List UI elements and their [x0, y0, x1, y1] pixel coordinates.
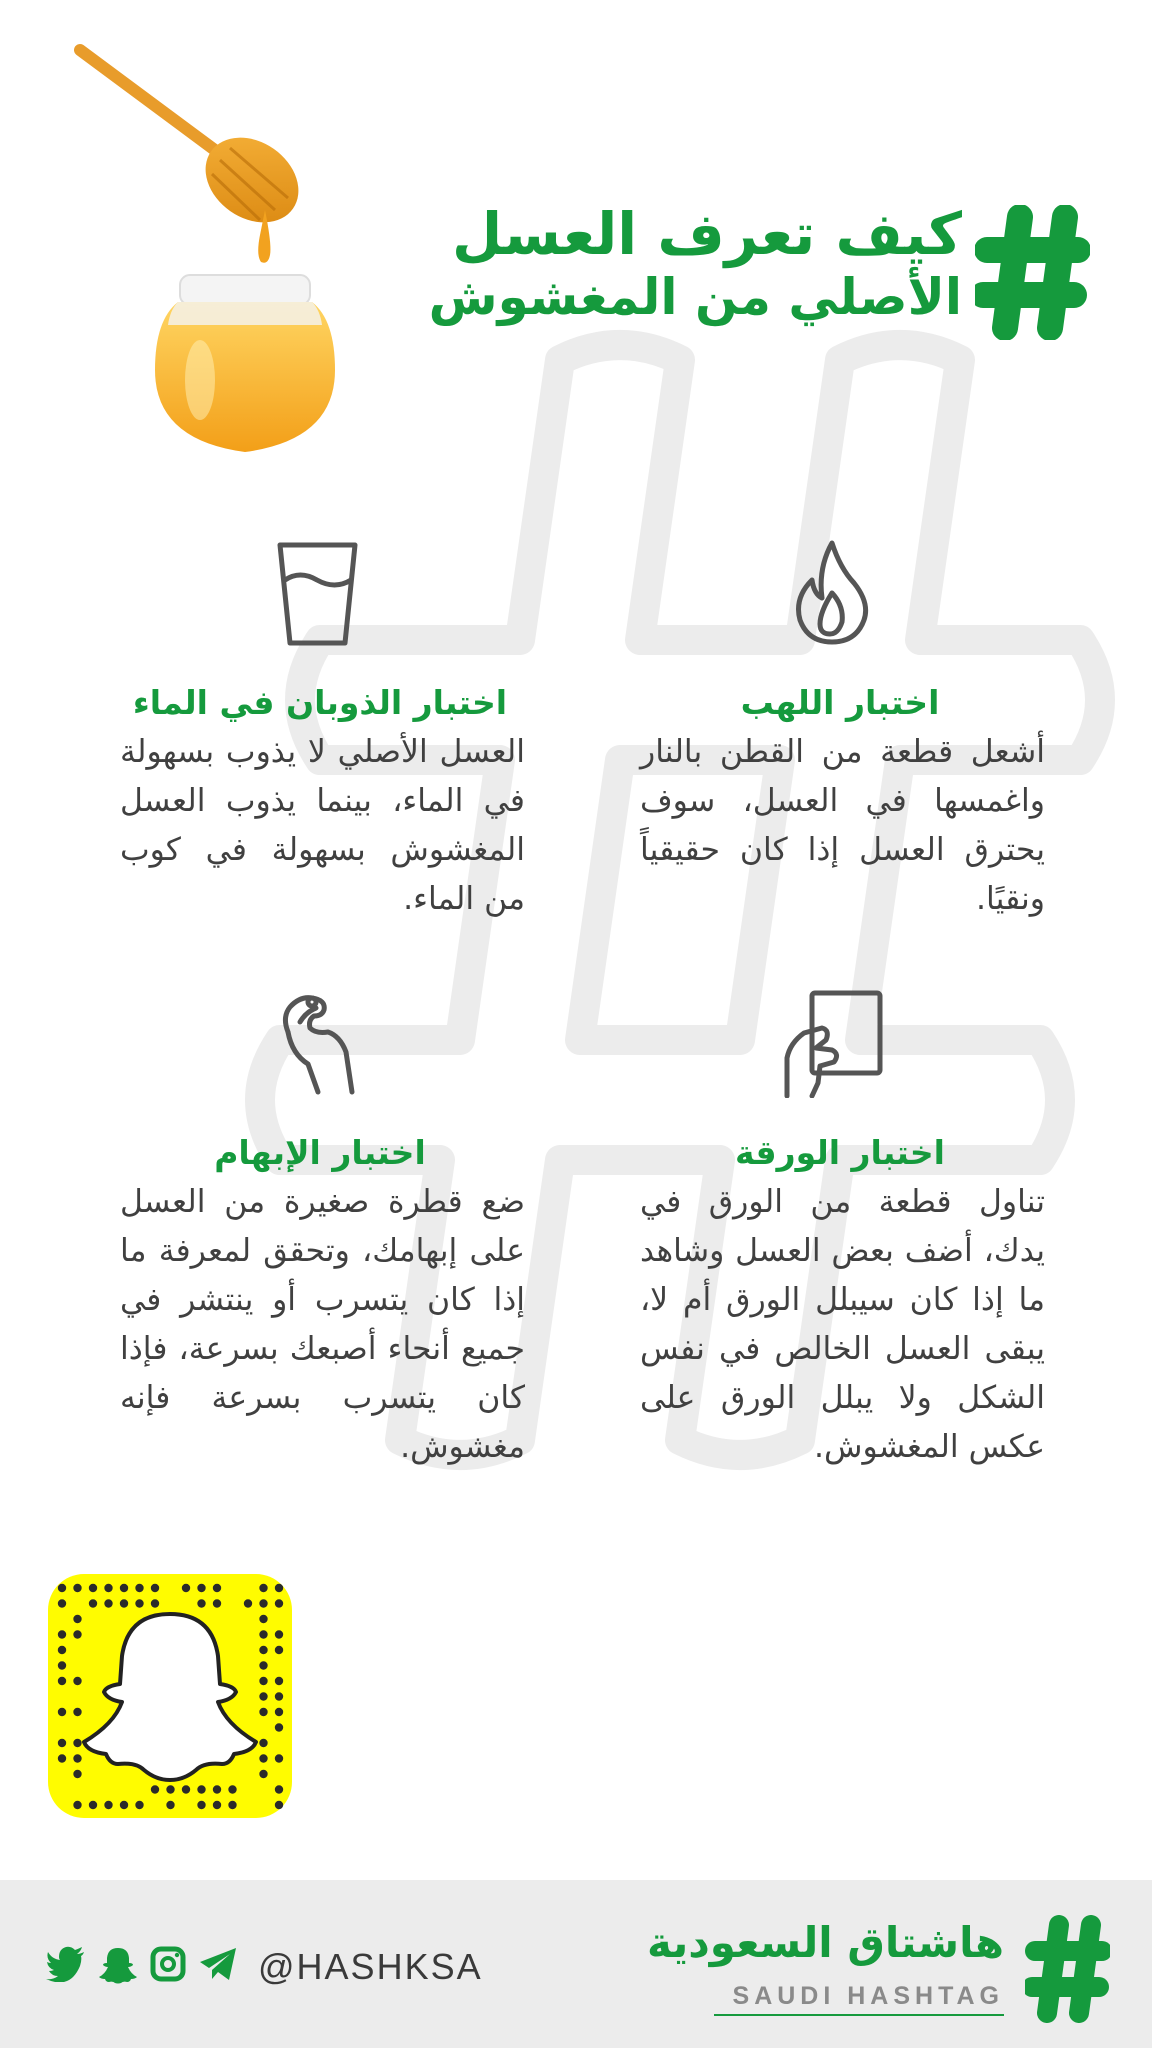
snapcode-dot — [275, 1584, 283, 1592]
snapcode-dot — [135, 1801, 143, 1809]
snapcode-dot — [213, 1584, 221, 1592]
snapcode-dot — [197, 1584, 205, 1592]
snapcode-dot — [244, 1599, 252, 1607]
snapcode-dot — [259, 1615, 267, 1623]
snapcode-dot — [166, 1785, 174, 1793]
snapcode-dot — [275, 1692, 283, 1700]
snapcode-dot — [58, 1661, 66, 1669]
snapcode-dot — [73, 1584, 81, 1592]
snapcode-dot — [259, 1599, 267, 1607]
snapcode-dot — [58, 1599, 66, 1607]
snapcode-dot — [197, 1599, 205, 1607]
snapcode-dot — [259, 1739, 267, 1747]
social-handle[interactable]: @HASHKSA — [258, 1946, 483, 1987]
snapcode-dot — [197, 1785, 205, 1793]
thumb-test-title: اختبار الإبهام — [214, 1133, 426, 1172]
snapcode-dot — [275, 1599, 283, 1607]
snapcode-dot — [275, 1708, 283, 1716]
snapcode-dot — [89, 1584, 97, 1592]
flame-test-body: أشعل قطعة من القطن بالنار واغمسها في العسل، سوف يحترق العسل إذا كان حقيقياً ونقيًا. — [640, 734, 1045, 917]
snapcode-dot — [58, 1646, 66, 1654]
hand-paper-icon — [782, 988, 887, 1098]
snapcode-dot — [104, 1801, 112, 1809]
snapcode[interactable] — [48, 1574, 292, 1818]
snapcode-dot — [58, 1708, 66, 1716]
snapcode-dot — [120, 1801, 128, 1809]
snapcode-dot — [104, 1584, 112, 1592]
snapcode-dot — [58, 1739, 66, 1747]
snapcode-dot — [73, 1677, 81, 1685]
snapcode-dot — [259, 1584, 267, 1592]
snapcode-dot — [197, 1801, 205, 1809]
snapcode-dot — [135, 1599, 143, 1607]
snapcode-dot — [182, 1584, 190, 1592]
page-title-line2: الأصلي من المغشوش — [428, 268, 962, 327]
snapcode-dot — [73, 1801, 81, 1809]
flame-test-title: اختبار اللهب — [740, 683, 940, 722]
snapcode-dot — [73, 1615, 81, 1623]
snapcode-dot — [259, 1708, 267, 1716]
snapcode-dot — [120, 1584, 128, 1592]
page-title-line1: كيف تعرف العسل — [451, 200, 962, 268]
snapcode-dot — [104, 1599, 112, 1607]
snapcode-dot — [73, 1754, 81, 1762]
snapcode-dot — [73, 1630, 81, 1638]
water-glass-icon — [275, 540, 360, 648]
snapcode-dot — [259, 1770, 267, 1778]
snapcode-dot — [213, 1801, 221, 1809]
instagram-icon[interactable] — [150, 1946, 186, 1982]
snapcode-dot — [151, 1785, 159, 1793]
snapcode-dot — [120, 1599, 128, 1607]
honey-jar-illustration — [60, 40, 340, 470]
snapcode-dot — [275, 1630, 283, 1638]
water-test-body: العسل الأصلي لا يذوب بسهولة في الماء، بينما يذوب العسل المغشوش بسهولة في كوب من الماء. — [120, 734, 525, 917]
snapcode-dot — [73, 1708, 81, 1716]
snapcode-dot — [135, 1584, 143, 1592]
snapchat-icon[interactable] — [98, 1946, 138, 1984]
snapcode-dot — [259, 1692, 267, 1700]
snapcode-dot — [213, 1599, 221, 1607]
snapcode-dot — [182, 1785, 190, 1793]
paper-test-title: اختبار الورقة — [735, 1133, 945, 1172]
snapcode-dot — [58, 1677, 66, 1685]
snapcode-dot — [58, 1754, 66, 1762]
paper-test-body: تناول قطعة من الورق في يدك، أضف بعض العسل وشاهد ما إذا كان سيبلل الورق أم لا، يبقى العسل الخالص في نفس الشكل ولا يبلل الورق على عكس المغشوش. — [640, 1184, 1045, 1465]
snapcode-dot — [73, 1739, 81, 1747]
snapcode-dot — [58, 1584, 66, 1592]
snapcode-dot — [89, 1599, 97, 1607]
snapcode-dot — [259, 1630, 267, 1638]
twitter-icon[interactable] — [46, 1946, 86, 1982]
brand-name-english: SAUDI HASHTAG — [732, 1982, 1004, 2010]
snapcode-dot — [259, 1754, 267, 1762]
snapcode-dot — [275, 1646, 283, 1654]
snapcode-dot — [228, 1785, 236, 1793]
snapcode-dot — [275, 1785, 283, 1793]
flame-icon — [792, 538, 872, 648]
snapcode-dot — [58, 1630, 66, 1638]
snapcode-dot — [228, 1801, 236, 1809]
page-title — [429, 200, 962, 327]
snapcode-dot — [259, 1677, 267, 1685]
snapcode-dot — [213, 1785, 221, 1793]
snapcode-dot — [259, 1661, 267, 1669]
snapcode-dot — [166, 1801, 174, 1809]
snapcode-dot — [259, 1646, 267, 1654]
snapcode-dot — [275, 1677, 283, 1685]
brand-hash-logo-icon — [1025, 1915, 1110, 2023]
snapcode-dot — [151, 1599, 159, 1607]
title-hash-icon — [975, 205, 1090, 340]
snapcode-dot — [275, 1723, 283, 1731]
brand-name-arabic: هاشتاق السعودية — [646, 1918, 1004, 1967]
snapcode-dot — [275, 1754, 283, 1762]
snapcode-dot — [275, 1801, 283, 1809]
telegram-icon[interactable] — [198, 1946, 238, 1982]
snapcode-dot — [151, 1584, 159, 1592]
thumb-icon — [278, 992, 358, 1096]
brand-underline — [714, 2014, 1004, 2016]
snapcode-dot — [89, 1801, 97, 1809]
thumb-test-body: ضع قطرة صغيرة من العسل على إبهامك، وتحقق لمعرفة ما إذا كان يتسرب أو ينتشر في جميع أنحاء أصبعك بسرعة، فإذا كان يتسرب بسرعة فإنه مغشوش. — [120, 1184, 525, 1465]
snapcode-dot — [73, 1770, 81, 1778]
water-test-title: اختبار الذوبان في الماء — [132, 683, 508, 722]
